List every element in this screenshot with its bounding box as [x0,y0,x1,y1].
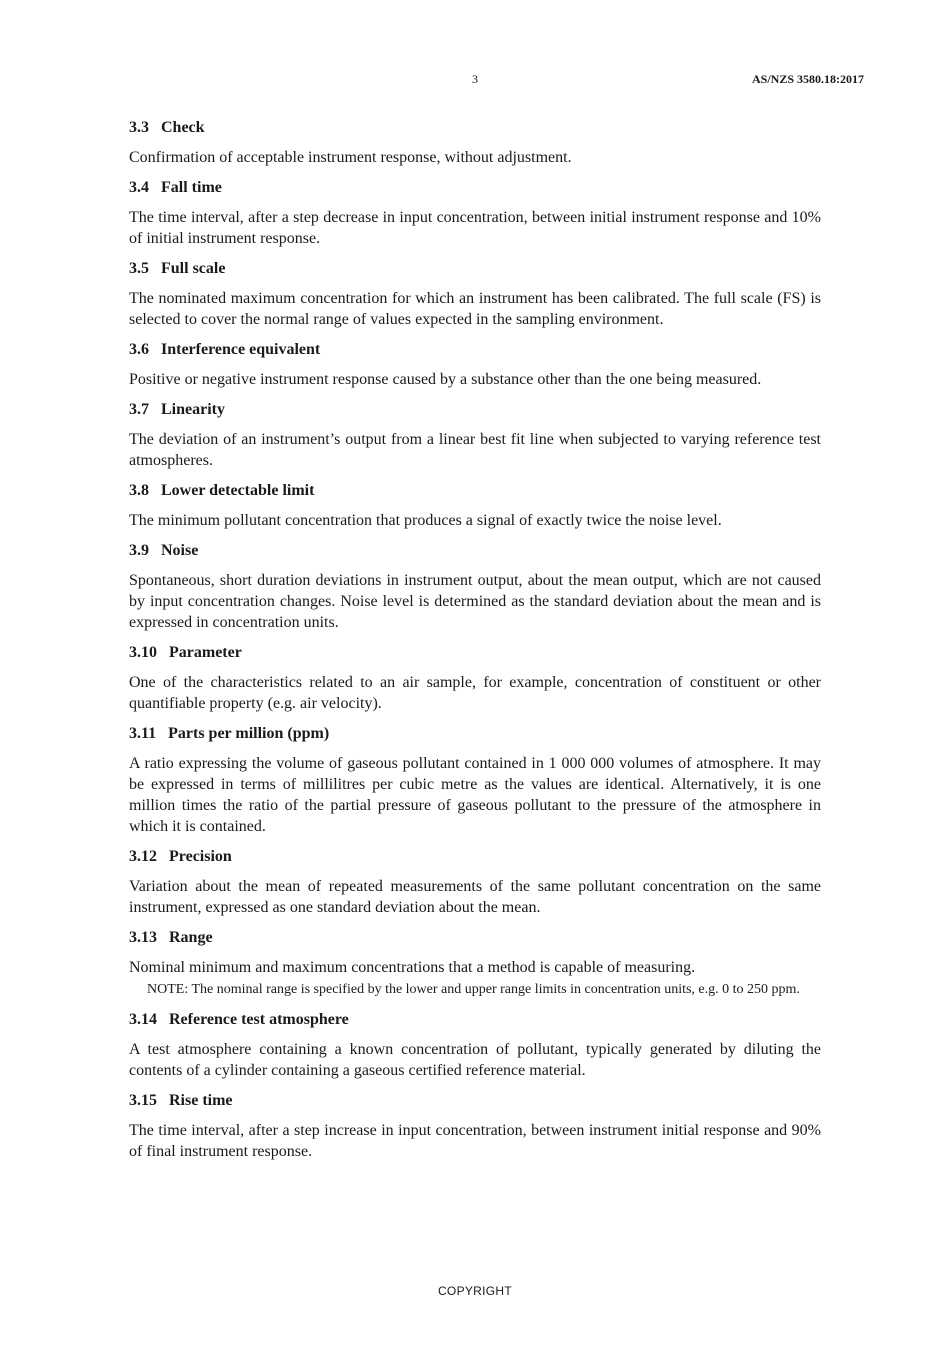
clause-heading [129,480,821,501]
clause-title: Check [161,119,205,136]
clause-heading [129,339,821,360]
clause-title: Fall time [161,179,222,196]
clause-heading [129,1009,821,1030]
clause-definition: The time interval, after a step increase in input concentration, between instrument initial response and 90% of final instrument response. [129,1122,821,1160]
clause-3-3 [129,117,821,168]
clause-3-6 [129,339,821,390]
clause-title: Interference equivalent [161,341,321,358]
clause-definition: Nominal minimum and maximum concentrations that a method is capable of measuring. [129,959,696,976]
clause-3-13 [129,927,821,1000]
clause-number: 3.3 [129,119,149,136]
clause-heading [129,399,821,420]
clause-3-11 [129,723,821,837]
clause-3-7 [129,399,821,471]
clause-heading [129,258,821,279]
clause-definition: Spontaneous, short duration deviations in instrument output, about the mean output, which are not caused by input concentration changes. Noise level is determined as the standard deviation about the mean and is expressed in concentration units. [129,572,821,631]
clause-heading [129,642,821,663]
clause-heading [129,846,821,867]
page-number: 3 [472,72,478,86]
clause-3-4 [129,177,821,249]
clause-number: 3.5 [129,260,149,277]
clause-3-10 [129,642,821,714]
definitions-section [129,117,821,1171]
clause-title: Full scale [161,260,226,277]
clause-title: Lower detectable limit [161,482,315,499]
clause-number: 3.4 [129,179,149,196]
clause-heading [129,117,821,138]
clause-3-12 [129,846,821,918]
clause-title: Parts per million (ppm) [168,725,330,742]
clause-number: 3.6 [129,341,149,358]
clause-definition: Positive or negative instrument response caused by a substance other than the one being measured. [129,371,762,388]
clause-heading [129,723,821,744]
clause-number: 3.11 [129,725,157,742]
clause-heading [129,1090,821,1111]
clause-title: Precision [169,848,232,865]
clause-3-8 [129,480,821,531]
clause-title: Range [169,929,213,946]
clause-definition: The time interval, after a step decrease in input concentration, between initial instrument response and 10% of initial instrument response. [129,209,821,247]
clause-title: Rise time [169,1092,233,1109]
clause-number: 3.12 [129,848,157,865]
clause-heading [129,540,821,561]
clause-number: 3.14 [129,1011,157,1028]
clause-definition: A ratio expressing the volume of gaseous pollutant contained in 1 000 000 volumes of atmosphere. It may be expressed in terms of millilitres per cubic metre as the values are identical. Alternatively, it is one million times the ratio of the partial pressure of gaseous pollutant to the pressure of the atmosphere in which it is contained. [129,755,821,835]
clause-definition: Confirmation of acceptable instrument response, without adjustment. [129,149,572,166]
clause-3-15 [129,1090,821,1162]
copyright-footer: COPYRIGHT [437,1284,513,1298]
standard-reference: AS/NZS 3580.18:2017 [751,72,864,86]
clause-definition: Variation about the mean of repeated measurements of the same pollutant concentration on the same instrument, expressed as one standard deviation about the mean. [129,878,821,916]
clause-title: Parameter [169,644,242,661]
clause-title: Reference test atmosphere [169,1011,349,1028]
clause-heading [129,177,821,198]
clause-3-14 [129,1009,821,1081]
clause-definition: The deviation of an instrument’s output from a linear best fit line when subjected to varying reference test atmospheres. [129,431,821,469]
clause-heading [129,927,821,948]
clause-number: 3.8 [129,482,149,499]
clause-3-9 [129,540,821,633]
clause-number: 3.15 [129,1092,157,1109]
clause-definition: The nominated maximum concentration for which an instrument has been calibrated. The full scale (FS) is selected to cover the normal range of values expected in the sampling environment. [129,290,821,328]
clause-definition: The minimum pollutant concentration that produces a signal of exactly twice the noise level. [129,512,722,529]
clause-note: NOTE: The nominal range is specified by the lower and upper range limits in concentration units, e.g. 0 to 250 ppm. [147,982,800,997]
clause-definition: A test atmosphere containing a known concentration of pollutant, typically generated by diluting the contents of a cylinder containing a gaseous certified reference material. [129,1041,821,1079]
clause-number: 3.9 [129,542,149,559]
clause-title: Noise [161,542,199,559]
clause-definition: One of the characteristics related to an air sample, for example, concentration of constituent or other quantifiable property (e.g. air velocity). [129,674,821,712]
clause-title: Linearity [161,401,225,418]
clause-number: 3.10 [129,644,157,661]
clause-3-5 [129,258,821,330]
clause-number: 3.7 [129,401,149,418]
clause-number: 3.13 [129,929,157,946]
